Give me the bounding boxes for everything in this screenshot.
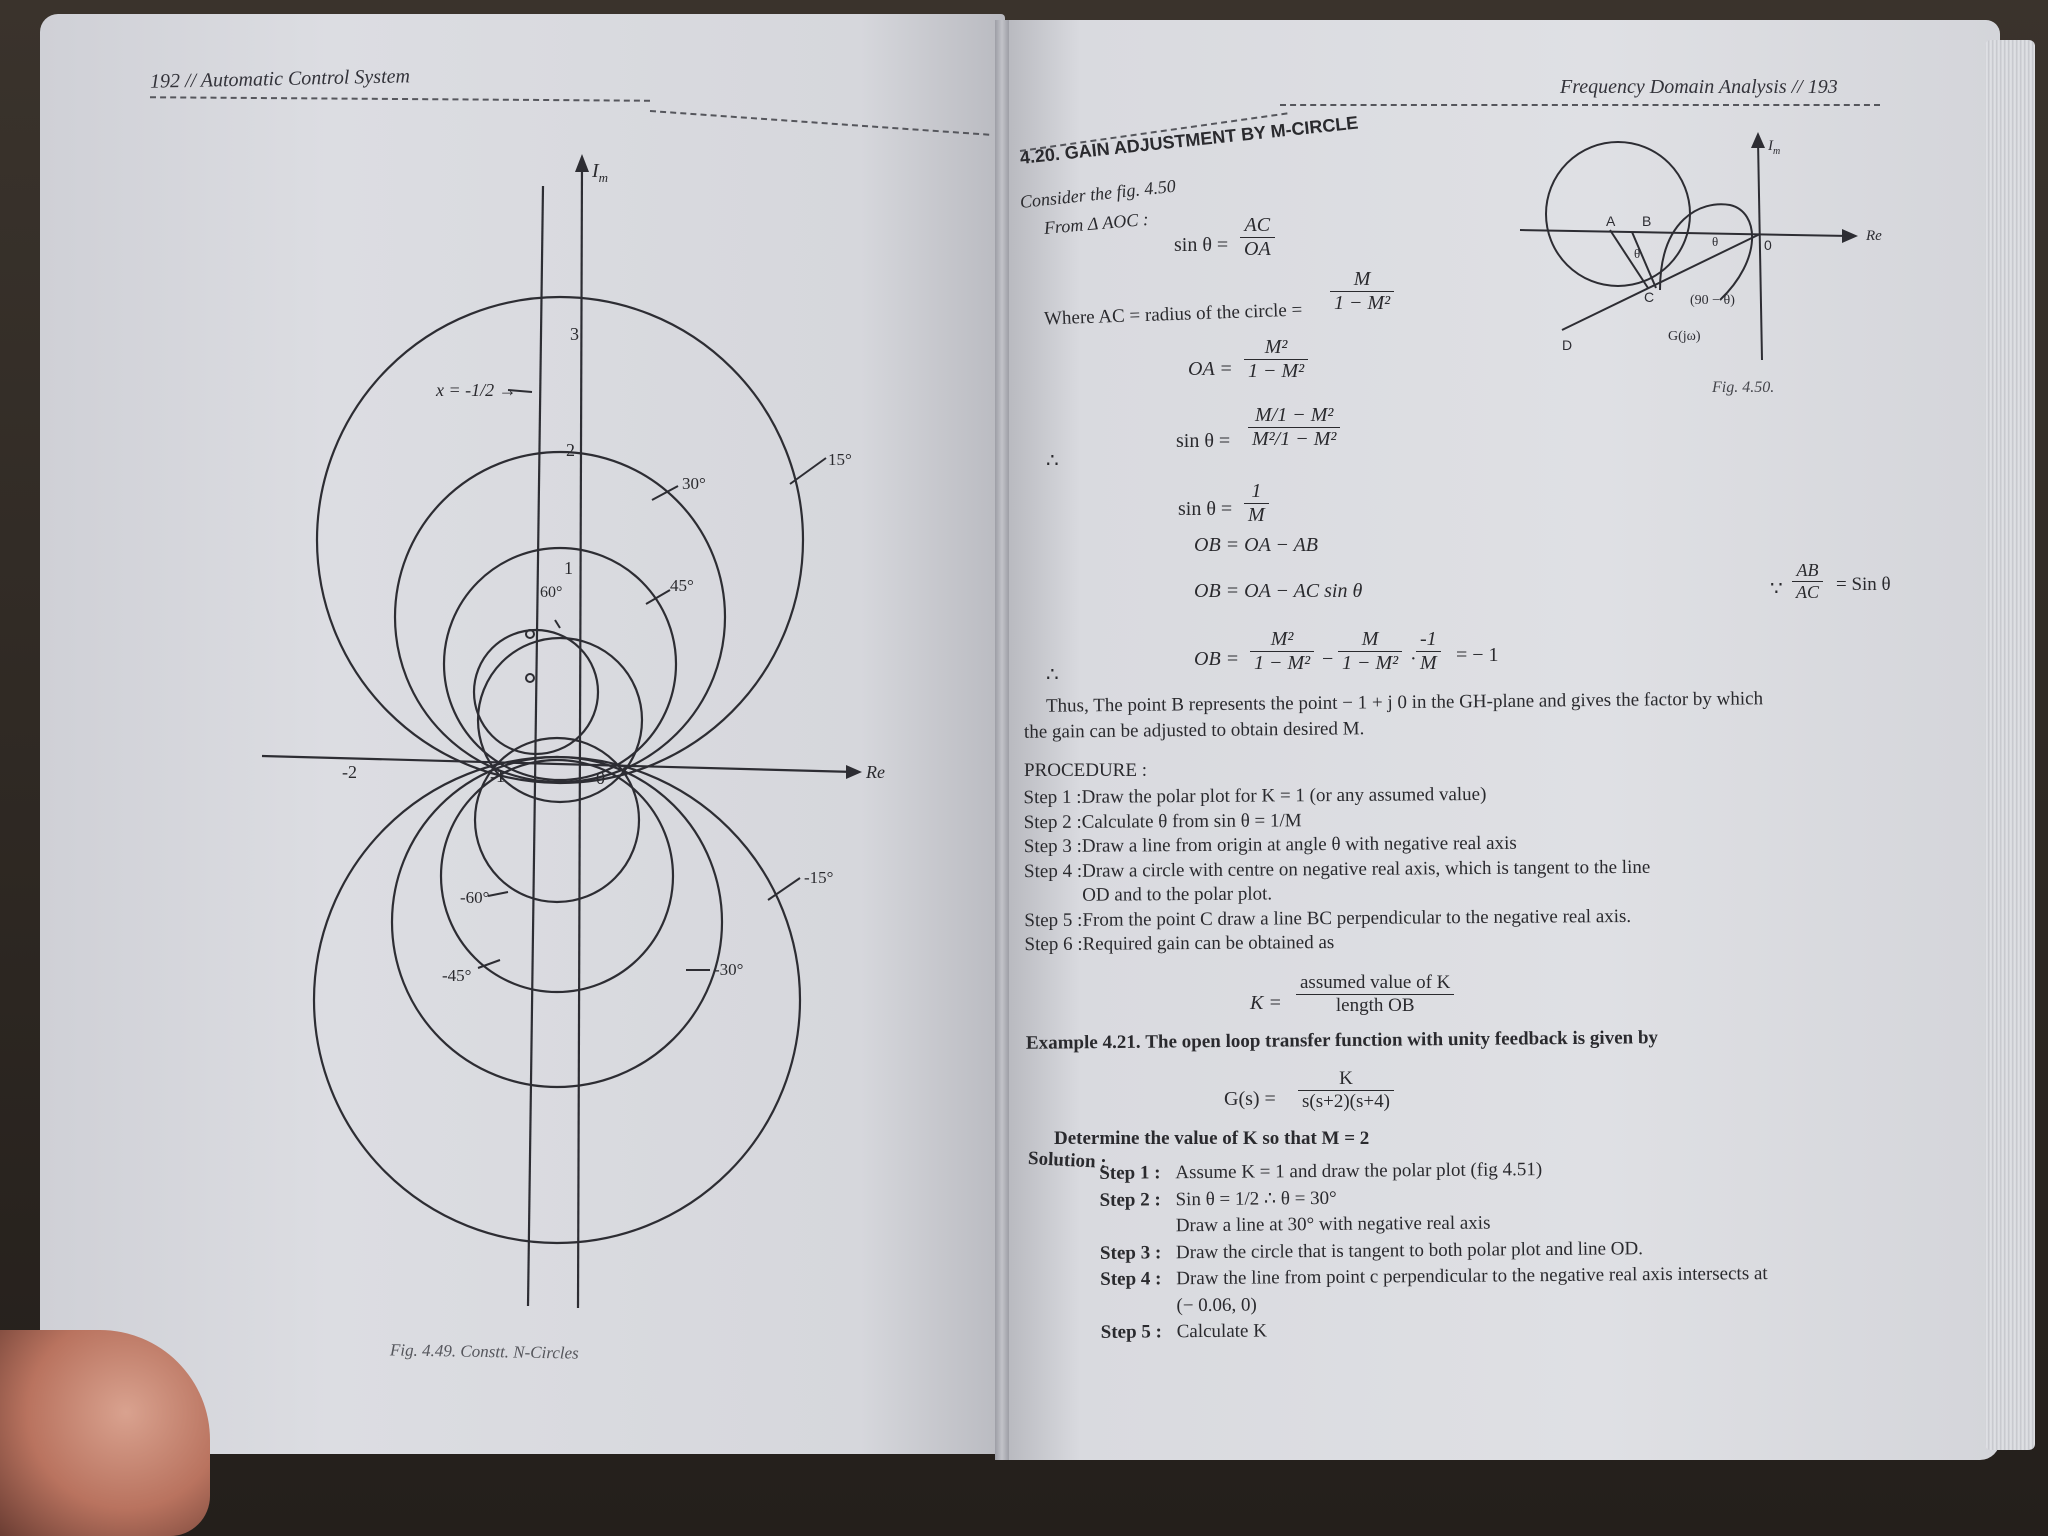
ob3-dot: · [1410,648,1417,670]
oa-fraction: $\frac{\text{M²}}{\text{1 − M²}}$ [1244,336,1308,383]
fig450-label-d: D [1562,337,1573,353]
fig450-label-b: B [1642,213,1652,229]
therefore-2: ∴ [1046,664,1059,686]
solution-step: Step 3 : Draw the circle that is tangent to both polar plot and line OD. [1099,1237,1644,1264]
fig450-im-label: $I_m$ [1768,138,1781,157]
angle-15: 15° [828,450,852,469]
ob3-term1: $\frac{\text{M²}}{\text{1 − M²}}$ [1250,628,1314,675]
angle-60: 60° [540,584,563,601]
polar-plot [1660,204,1752,300]
right-page-header: Frequency Domain Analysis // 193 [1560,76,1838,98]
procedure-step: Step 5 :From the point C draw a line BC perpendicular to the negative real axis. [1024,905,1632,931]
solution-step: Draw a line at 30° with negative real axis [1175,1212,1491,1237]
circle-neg-60 [475,738,639,902]
side-fraction: $\frac{AB}{AC}$ [1792,560,1823,603]
circle-neg-15 [314,757,800,1243]
example-line: Example 4.21. The open loop transfer function with unity feedback is given by [1025,1027,1659,1054]
fig450-gjw-label: G(jω) [1668,329,1701,344]
solution-step: (− 0.06, 0) [1176,1294,1257,1316]
im-axis-label: I [592,160,599,182]
left-page-header: 192 // Automatic Control System [149,65,411,93]
circle-45 [444,548,676,780]
solution-step: Step 2 : Sin θ = 1/2 ∴ θ = 30° [1099,1187,1337,1211]
oa-lhs: OA = [1188,358,1233,380]
thus-line1: Thus, The point B represents the point − 1 + j 0 in the GH-plane and gives the factor by which [1045,688,1764,717]
sin2-lhs: sin θ = [1176,430,1231,452]
m-circle [1546,142,1690,286]
fig450-label-a: A [1606,213,1616,229]
angle-neg-45: -45° [442,966,472,985]
section-title: 4.20. GAIN ADJUSTMENT BY M-CIRCLE [1018,112,1360,168]
fig-450-diagram [0,0,2048,420]
line-x-label: x = -1/2 → [436,380,517,400]
sin3-fraction: $\frac{1}{M}$ [1244,480,1269,527]
ob3-term3: $\frac{-1}{M}$ [1416,628,1441,675]
g-lhs: G(s) = [1224,1088,1276,1110]
y-tick-2: 2 [566,440,575,460]
where-text: Where AC = radius of the circle = [1043,299,1303,330]
circle-30 [395,452,725,782]
solution-step: Step 1 : Assume K = 1 and draw the polar plot (fig 4.51) [1099,1159,1543,1184]
solution-label: Solution : [1027,1147,1108,1174]
im-axis-sub: m [598,170,609,185]
intro-line2: From Δ AOC : [1043,208,1150,238]
sin2-fraction: $\frac{\text{M/1 − M²}}{\text{M²/1 − M²}}$ [1248,404,1340,451]
eq-sin-fraction: $\frac{AC}{OA}$ [1240,214,1275,261]
determine-line: Determine the value of K so that M = 2 [1054,1128,1370,1149]
procedure-step: Step 6 :Required gain can be obtained as [1024,932,1335,956]
circle-neg-30 [392,757,722,1087]
ob-eq1: OB = OA − AB [1194,534,1319,556]
fig450-re-label: Re [1866,228,1882,244]
ob3-lhs: OB = [1194,648,1240,670]
eq-sin-lhs: sin θ = [1174,234,1229,256]
angle-neg-60: -60° [460,888,490,907]
procedure-step: Step 1 :Draw the polar plot for K = 1 (or any assumed value) [1023,783,1487,809]
circle-neg-45 [441,760,673,992]
x-tick-0: 0 [596,768,605,788]
fig450-label-c: C [1644,289,1655,305]
sin3-lhs: sin θ = [1178,498,1233,520]
angle-45: 45° [670,576,694,595]
k-fraction: assumed value of K length OB [1296,972,1454,1017]
solution-step: Step 5 : Calculate K [1100,1320,1268,1343]
x-tick-minus-2: -2 [342,762,357,782]
k-lhs: K = [1250,992,1282,1014]
re-axis-label: Re [866,762,885,782]
fig450-theta-2: θ [1712,234,1719,249]
radius-fraction: $\frac{M}{\text{1 − M²}}$ [1330,268,1394,315]
because-symbol: ∵ [1770,578,1783,600]
procedure-step: OD and to the polar plot. [1082,883,1273,906]
procedure-step: Step 4 :Draw a circle with centre on negative real axis, which is tangent to the line [1023,856,1651,882]
angle-neg-30: -30° [714,960,744,979]
solution-steps [1099,1155,1768,1346]
y-tick-3: 3 [570,324,579,344]
ob3-rhs: = − 1 [1456,644,1499,666]
solution-step: Step 4 : Draw the line from point c perpendicular to the negative real axis intersects at [1100,1263,1768,1290]
side-rhs: = Sin θ [1836,574,1891,595]
fig-449-caption: Fig. 4.49. Constt. N-Circles [389,1340,579,1363]
angle-neg-15: -15° [804,868,834,887]
fig450-ninety-label: (90 − θ) [1690,293,1735,308]
x-tick-minus-1: -1 [490,766,505,786]
therefore-1: ∴ [1046,450,1059,472]
fig450-imag-axis [1758,140,1762,360]
fig450-theta-1: θ [1634,246,1641,261]
real-axis-arrow [846,765,862,779]
thus-line2: the gain can be adjusted to obtain desired M. [1023,718,1365,743]
y-tick-1: 1 [564,558,573,578]
procedure-step: Step 2 :Calculate θ from sin θ = 1/M [1023,809,1302,833]
procedure-step: Step 3 :Draw a line from origin at angle θ with negative real axis [1023,832,1517,858]
fig450-caption: Fig. 4.50. [1712,379,1775,396]
intro-line1: Consider the fig. 4.50 [1018,175,1177,212]
ob-eq2: OB = OA − AC sin θ [1194,580,1363,602]
fig450-real-axis [1520,230,1850,236]
procedure-steps [1023,782,1650,958]
fig450-label-o: 0 [1764,237,1772,253]
ob3-term2: $\frac{M}{\text{1 − M²}}$ [1338,628,1402,675]
procedure-title: PROCEDURE : [1024,760,1147,781]
angle-30: 30° [682,474,706,493]
ob3-minus: − [1322,648,1334,670]
g-fraction: $\frac{K}{s(s+2)(s+4)}$ [1298,1068,1394,1113]
